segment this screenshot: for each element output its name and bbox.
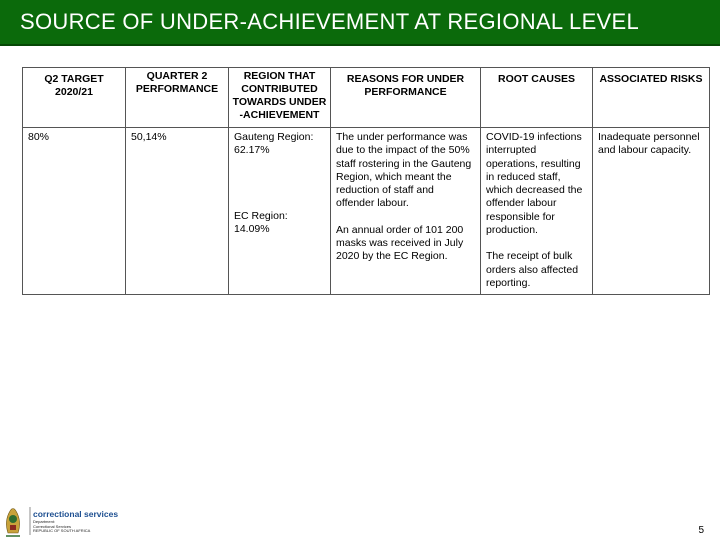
- page-number: 5: [698, 525, 704, 536]
- cell-performance: [126, 128, 229, 295]
- logo-line-2: Correctional Services: [33, 523, 72, 529]
- header-associated-risks: ASSOCIATED RISKS: [593, 68, 710, 128]
- reason-ec: An annual order of 101 200 masks was received in July 2020 by the EC Region.: [336, 223, 464, 263]
- logo-line-3: REPUBLIC OF SOUTH AFRICA: [33, 528, 91, 533]
- cell-reasons: [331, 128, 481, 295]
- cell-root-causes: [481, 128, 593, 295]
- correctional-services-logo: [2, 503, 119, 539]
- target-value: 80%: [28, 131, 50, 143]
- region-gauteng: Gauteng Region: 62.17%: [234, 131, 314, 157]
- header-region: REGION THAT CONTRIBUTED TOWARDS UNDER -ACHIEVEMENT: [229, 68, 331, 128]
- header-q2-target: Q2 TARGET 2020/21: [23, 68, 126, 128]
- root-cause-bulk-orders: The receipt of bulk orders also affected reporting.: [486, 250, 579, 289]
- header-reasons: REASONS FOR UNDER PERFORMANCE: [331, 68, 481, 128]
- performance-value: 50,14%: [131, 131, 167, 143]
- logo-brand-text: correctional services: [33, 509, 119, 519]
- slide-title: SOURCE OF UNDER-ACHIEVEMENT AT REGIONAL LEVEL: [20, 9, 640, 34]
- under-achievement-table: [22, 67, 710, 295]
- region-ec: EC Region: 14.09%: [234, 210, 288, 236]
- cell-risks: [593, 128, 710, 295]
- reason-gauteng: The under performance was due to the impact of the 50% staff rostering in the Gauteng Region, which meant the reduction of staff and offender labour.: [336, 131, 472, 210]
- root-cause-covid: COVID-19 infections interrupted operations, resulting in reduced staff, which decreased the offender labour responsible for production.: [486, 131, 583, 237]
- risk-text: Inadequate personnel and labour capacity.: [598, 131, 700, 157]
- header-quarter-2-performance: QUARTER 2 PERFORMANCE: [126, 68, 229, 128]
- table-row: [23, 128, 710, 295]
- cell-regions: [229, 128, 331, 295]
- table-header-row: [23, 68, 710, 128]
- header-root-causes: ROOT CAUSES: [481, 68, 593, 128]
- cell-target: [23, 128, 126, 295]
- title-bar: [0, 0, 720, 46]
- logo-line-1: Department:: [33, 519, 56, 524]
